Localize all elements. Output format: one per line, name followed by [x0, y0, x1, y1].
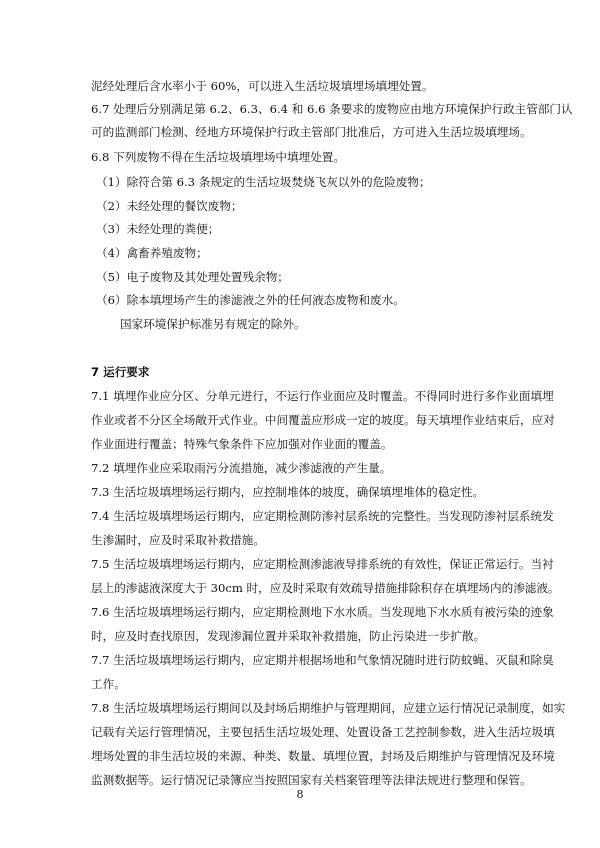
- text-line: 生渗漏时，应及时采取补救措施。: [91, 533, 265, 547]
- list-item: （2）未经处理的餐饮废物；: [96, 199, 243, 213]
- text-line: 作业面进行覆盖；特殊气象条件下应加强对作业面的覆盖。: [91, 437, 393, 451]
- text-line: 7.6 生活垃圾填埋场运行期内，应定期检测地下水水质。当发现地下水水质有被污染的迹象: [91, 605, 554, 619]
- text-line: 7.4 生活垃圾填埋场运行期内，应定期检测防渗衬层系统的完整性。当发现防渗衬层系统发: [91, 509, 554, 523]
- list-item: （6）除本填埋场产生的渗滤液之外的任何液态废物和废水。: [96, 293, 405, 307]
- text-line: 6.8 下列废物不得在生活垃圾填埋场中填埋处置。: [91, 150, 345, 164]
- list-item: （3）未经处理的粪便；: [96, 222, 220, 236]
- text-line: 6.7 处理后分别满足第 6.2、6.3、6.4 和 6.6 条要求的废物应由地方环境保护行政主管部门认: [91, 102, 573, 116]
- text-line: 监测数据等。运行情况记录簿应当按照国家有关档案管理等法律法规进行整理和保管。: [91, 773, 532, 787]
- text-line: 记载有关运行管理情况，主要包括生活垃圾处理、处置设备工艺控制参数，进入生活垃圾填: [91, 725, 555, 739]
- text-line: 作业或者不分区全场敞开式作业。中间覆盖应形成一定的坡度。每天填埋作业结束后，应对: [91, 413, 555, 427]
- text-line: 工作。: [91, 677, 126, 691]
- section-heading: 7 运行要求: [91, 365, 150, 379]
- text-line: 国家环境保护标准另有规定的除外。: [120, 317, 306, 331]
- text-line: 时，应及时查找原因，发现渗漏位置并采取补救措施，防止污染进一步扩散。: [91, 629, 486, 643]
- list-item: （5）电子废物及其处理处置残余物；: [96, 270, 289, 284]
- text-line: 可的监测部门检测、经地方环境保护行政主管部门批准后，方可进入生活垃圾填埋场。: [91, 125, 532, 139]
- text-line: 层上的渗滤液深度大于 30cm 时，应及时采取有效疏导措施排除积存在填埋场内的渗滤液。: [91, 581, 560, 595]
- text-line: 7.1 填埋作业应分区、分单元进行，不运行作业面应及时覆盖。不得同时进行多作业面填埋: [91, 389, 554, 403]
- text-line: 7.3 生活垃圾填埋场运行期内，应控制堆体的坡度，确保填埋堆体的稳定性。: [91, 485, 485, 499]
- text-line: 埋场处置的非生活垃圾的来源、种类、数量、填埋位置，封场及后期维护与管理情况及环境: [91, 749, 555, 763]
- list-item: （1）除符合第 6.3 条规定的生活垃圾焚烧飞灰以外的危险废物；: [96, 175, 431, 189]
- text-line: 7.2 填埋作业应采取雨污分流措施，减少渗滤液的产生量。: [91, 461, 392, 475]
- text-line: 7.5 生活垃圾填埋场运行期内，应定期检测渗滤液导排系统的有效性，保证正常运行。当衬: [91, 557, 554, 571]
- page-number: 8: [296, 788, 304, 801]
- text-line: 7.7 生活垃圾填埋场运行期内，应定期并根据场地和气象情况随时进行防蚊蝇、灭鼠和除臭: [91, 653, 554, 667]
- list-item: （4）禽畜养殖废物；: [96, 246, 208, 260]
- text-line: 7.8 生活垃圾填埋场运行期间以及封场后期维护与管理期间，应建立运行情况记录制度，如实: [91, 701, 566, 715]
- text-line: 泥经处理后含水率小于 60%，可以进入生活垃圾填埋场填埋处置。: [91, 79, 434, 93]
